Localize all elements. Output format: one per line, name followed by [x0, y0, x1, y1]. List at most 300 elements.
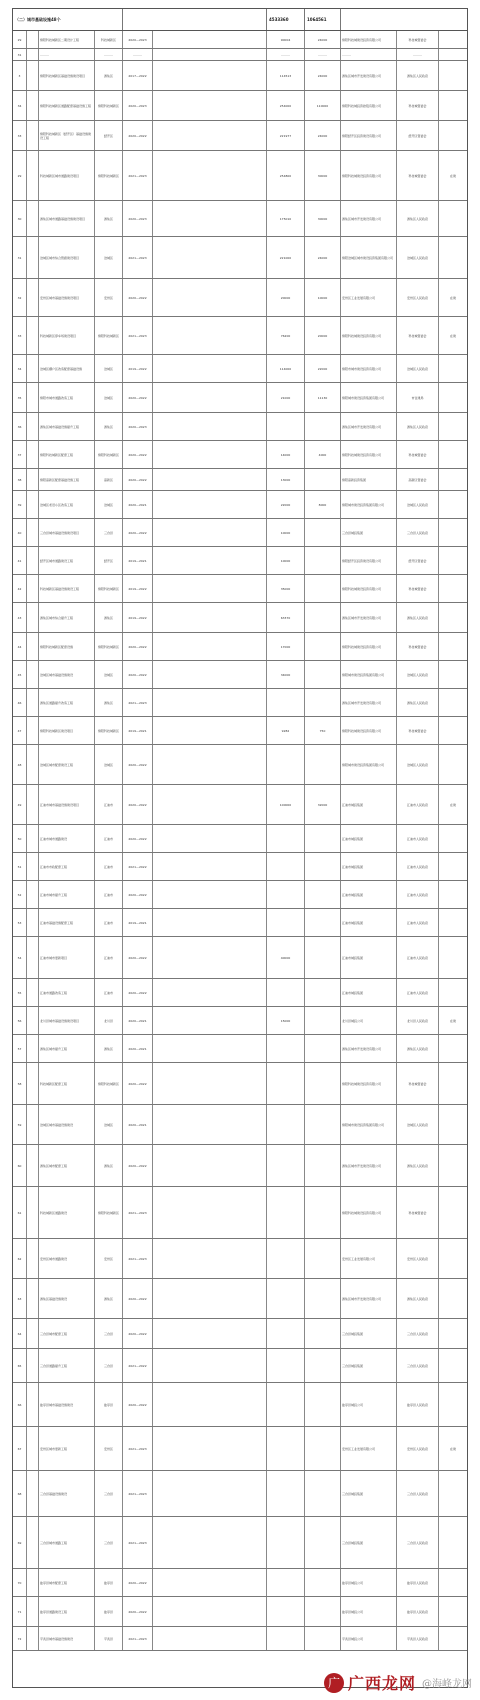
- cell-plan: [305, 1105, 341, 1144]
- cell-name: 江油市市政配套工程: [39, 853, 95, 880]
- cell-name: 绵阳科技城新区道路配套基础设施工程: [39, 91, 95, 120]
- cell-plan: [305, 1427, 341, 1470]
- cell-dept: ………: [397, 49, 439, 60]
- cell-loc: 江油市: [95, 979, 123, 1006]
- cell-name: 三台县道路提升工程: [39, 1349, 95, 1382]
- cell-dept: 盐亭县人民政府: [397, 1383, 439, 1426]
- cell-blank: [27, 633, 39, 660]
- cell-name: 绵阳科技城新区（经开区）基础设施建设工程: [39, 121, 95, 150]
- cell-blank: [27, 689, 39, 716]
- cell-owner: 游仙区城市开发建设有限公司: [341, 689, 397, 716]
- cell-blank: [27, 1007, 39, 1034]
- cell-invest: 9282: [267, 717, 305, 744]
- table-row: [13, 1517, 467, 1569]
- cell-owner: 江油市城投集团: [341, 979, 397, 1006]
- cell-blank: [27, 603, 39, 632]
- cell-invest: [267, 1569, 305, 1596]
- cell-invest: 10000: [267, 519, 305, 546]
- cell-blank: [27, 575, 39, 602]
- cell-plan: [305, 575, 341, 602]
- cell-no: 66: [13, 1383, 27, 1426]
- cell-plan: 24000: [305, 121, 341, 150]
- cell-status: [439, 61, 467, 90]
- cell-content: [153, 279, 267, 316]
- cell-status: 在建: [449, 295, 456, 300]
- cell-period: 2020—2022: [123, 1569, 153, 1596]
- cell-dept: 涪城区人民政府: [397, 661, 439, 688]
- cell-dept: 江油市人民政府: [397, 785, 439, 824]
- cell-owner: 绵阳科技城建设投资有限公司: [341, 317, 397, 354]
- cell-period: 2021—2022: [123, 853, 153, 880]
- cell-period: 2021—2022: [123, 1349, 153, 1382]
- cell-blank: [27, 547, 39, 574]
- cell-dept: 经开区管委会: [397, 121, 439, 150]
- table-row: [13, 633, 467, 661]
- cell-no: 59: [13, 1105, 27, 1144]
- cell-name: 科技城新区基础设施建设工程: [39, 575, 95, 602]
- table-row: [13, 279, 467, 317]
- cell-no: 58: [13, 1063, 27, 1104]
- cell-status: [439, 121, 467, 150]
- cell-loc: 江油市: [95, 785, 123, 824]
- total-investment: 4533360: [267, 9, 305, 30]
- cell-dept: 游仙区人民政府: [397, 1279, 439, 1318]
- cell-no: 53: [13, 909, 27, 936]
- cell-plan: 24000: [305, 61, 341, 90]
- cell-name: 绵阳科技城新区配套工程: [39, 441, 95, 468]
- cell-dept: 科技城管委会: [397, 575, 439, 602]
- cell-name: 经开区城市道路建设工程: [39, 547, 95, 574]
- cell-plan: 4000: [305, 441, 341, 468]
- cell-content: [153, 1471, 267, 1516]
- cell-owner: 游仙区城市开发建设有限公司: [341, 201, 397, 236]
- cell-content: [153, 547, 267, 574]
- cell-period: 2020—2022: [123, 441, 153, 468]
- cell-period: 2021—2023: [123, 689, 153, 716]
- table-row: [13, 237, 467, 279]
- cell-name: 盐亭县城市配套工程: [39, 1569, 95, 1596]
- cell-name: 游仙区城市配套工程: [39, 1145, 95, 1186]
- cell-no: 29: [13, 31, 27, 48]
- table-row: [13, 1319, 467, 1349]
- cell-status: [439, 519, 467, 546]
- table-row: [13, 745, 467, 785]
- cell-status: [439, 1471, 467, 1516]
- cell-period: 2020—2022: [123, 1279, 153, 1318]
- cell-no: 40: [13, 519, 27, 546]
- cell-owner: 游仙区城市开发建设有限公司: [341, 61, 397, 90]
- cell-owner: 绵阳科技城建设投资有限公司: [341, 1063, 397, 1104]
- cell-name: 涪城区城市基础设施建设: [39, 1105, 95, 1144]
- cell-blank: [27, 441, 39, 468]
- cell-owner: 绵阳科技城建设投资有限公司: [341, 717, 397, 744]
- cell-no: 69: [13, 1517, 27, 1568]
- table-row: [13, 31, 467, 49]
- cell-owner: 江油市城投集团: [341, 785, 397, 824]
- cell-no: 54: [13, 937, 27, 978]
- cell-period: 2020—2022: [123, 1063, 153, 1104]
- cell-invest: [267, 689, 305, 716]
- cell-invest: 21000: [267, 383, 305, 412]
- cell-no: 37: [13, 441, 27, 468]
- cell-blank: [27, 979, 39, 1006]
- cell-invest: 40000: [267, 937, 305, 978]
- cell-blank: [27, 49, 39, 60]
- cell-name: 绵阳科技城新区二期设计工程: [39, 31, 95, 48]
- cell-loc: 安州区: [95, 1427, 123, 1470]
- cell-no: 39: [13, 491, 27, 518]
- cell-plan: [305, 1239, 341, 1278]
- cell-dept: 高新区管委会: [397, 469, 439, 490]
- cell-dept: 三台县人民政府: [397, 519, 439, 546]
- cell-period: 2019—2021: [123, 909, 153, 936]
- cell-blank: [27, 201, 39, 236]
- cell-loc: 游仙区: [95, 61, 123, 90]
- cell-owner: 绵阳城市建设投资集团有限公司: [341, 383, 397, 412]
- table-row: [13, 937, 467, 979]
- cell-loc: 游仙区: [95, 413, 123, 440]
- cell-no: 65: [13, 1349, 27, 1382]
- cell-no: 32: [13, 279, 27, 316]
- cell-dept: 江油市人民政府: [397, 825, 439, 852]
- cell-status: [439, 31, 467, 48]
- cell-content: [153, 317, 267, 354]
- cell-plan: [305, 689, 341, 716]
- cell-blank: [27, 1471, 39, 1516]
- cell-blank: [27, 853, 39, 880]
- cell-name: 安州区城市基础设施建设项目: [39, 279, 95, 316]
- cell-dept: 游仙区人民政府: [397, 1035, 439, 1062]
- cell-plan: [305, 1279, 341, 1318]
- cell-period: 2021—2023: [123, 1627, 153, 1650]
- cell-period: 2020—2022: [123, 825, 153, 852]
- cell-plan: 24000: [305, 31, 341, 48]
- cell-blank: [27, 1239, 39, 1278]
- cell-owner: 绵阳经开区投资建设有限公司: [341, 547, 397, 574]
- cell-invest: [267, 881, 305, 908]
- cell-name: 绵阳科技城新区配套设施: [39, 633, 95, 660]
- cell-blank: [27, 61, 39, 90]
- cell-dept: 盐亭县人民政府: [397, 1597, 439, 1626]
- cell-content: [153, 1627, 267, 1650]
- cell-content: [153, 1145, 267, 1186]
- cell-owner: 绵阳城市建设投资集团有限公司: [341, 1105, 397, 1144]
- table-row: [13, 1063, 467, 1105]
- cell-loc: 三台县: [95, 1319, 123, 1348]
- cell-name: 科技城新区道路建设: [39, 1187, 95, 1238]
- cell-content: [153, 1517, 267, 1568]
- cell-invest: 221000: [267, 237, 305, 278]
- cell-invest: [267, 1063, 305, 1104]
- cell-dept: 游仙区人民政府: [397, 603, 439, 632]
- cell-content: [153, 633, 267, 660]
- cell-name: ………: [39, 49, 95, 60]
- cell-period: 2019—2021: [123, 547, 153, 574]
- cell-period: 2021—2023: [123, 151, 153, 200]
- cell-loc: 经开区: [95, 547, 123, 574]
- cell-invest: ………: [267, 49, 305, 60]
- cell-owner: 绵阳科技城建设投资有限公司: [341, 31, 397, 48]
- cell-dept: 科技城管委会: [397, 31, 439, 48]
- cell-no: 72: [13, 1627, 27, 1650]
- cell-plan: 11130: [305, 383, 341, 412]
- cell-owner: 三台县城投集团: [341, 519, 397, 546]
- cell-plan: 22000: [305, 355, 341, 382]
- cell-content: [153, 717, 267, 744]
- cell-blank: [27, 785, 39, 824]
- cell-blank: [27, 1319, 39, 1348]
- cell-content: [153, 575, 267, 602]
- cell-status: [439, 1383, 467, 1426]
- cell-loc: 涪城区: [95, 661, 123, 688]
- cell-status: [439, 661, 467, 688]
- cell-no: 41: [13, 547, 27, 574]
- cell-plan: [305, 1187, 341, 1238]
- cell-status: [439, 383, 467, 412]
- cell-no: 68: [13, 1471, 27, 1516]
- cell-invest: 90004: [267, 31, 305, 48]
- cell-invest: 10000: [267, 547, 305, 574]
- cell-owner: 江油市城投集团: [341, 853, 397, 880]
- cell-owner: 江油市城投集团: [341, 909, 397, 936]
- cell-dept: 安州区人民政府: [397, 279, 439, 316]
- cell-loc: 高新区: [95, 469, 123, 490]
- cell-name: 科技城新区配套工程: [39, 1063, 95, 1104]
- cell-loc: 游仙区: [95, 201, 123, 236]
- cell-plan: [305, 661, 341, 688]
- table-row: [13, 881, 467, 909]
- cell-dept: 三台县人民政府: [397, 1517, 439, 1568]
- cell-name: 北川县城市基础设施建设项目: [39, 1007, 95, 1034]
- cell-content: [153, 785, 267, 824]
- cell-content: [153, 881, 267, 908]
- cell-loc: 江油市: [95, 881, 123, 908]
- cell-loc: 三台县: [95, 1349, 123, 1382]
- cell-invest: [267, 1597, 305, 1626]
- cell-blank: [27, 1517, 39, 1568]
- cell-period: 2020—2022: [123, 1319, 153, 1348]
- project-table: [12, 8, 468, 1688]
- cell-period: 2020—2022: [123, 661, 153, 688]
- cell-period: 2020—2023: [123, 201, 153, 236]
- cell-no: 62: [13, 1239, 27, 1278]
- cell-period: 2020—2022: [123, 469, 153, 490]
- cell-loc: 盐亭县: [95, 1597, 123, 1626]
- cell-blank: [27, 661, 39, 688]
- cell-invest: 63370: [267, 603, 305, 632]
- cell-invest: [267, 1517, 305, 1568]
- cell-period: 2020—2021: [123, 1007, 153, 1034]
- cell-name: 三台县城市配套工程: [39, 1319, 95, 1348]
- cell-invest: [267, 1383, 305, 1426]
- cell-period: 2020—2022: [123, 979, 153, 1006]
- cell-blank: [27, 1105, 39, 1144]
- table-row: [13, 1239, 467, 1279]
- header-blank: [341, 9, 467, 30]
- cell-period: 2021—2023: [123, 1187, 153, 1238]
- cell-period: 2020—2022: [123, 937, 153, 978]
- cell-plan: [305, 1349, 341, 1382]
- cell-content: [153, 355, 267, 382]
- table-row: [13, 689, 467, 717]
- cell-content: [153, 383, 267, 412]
- cell-loc: 三台县: [95, 519, 123, 546]
- cell-loc: 绵阳科技城新区: [95, 91, 123, 120]
- cell-status: [439, 633, 467, 660]
- cell-owner: 绵阳经开区投资建设有限公司: [341, 121, 397, 150]
- cell-blank: [27, 91, 39, 120]
- watermark-name: 广西龙网: [347, 1674, 416, 1693]
- cell-no: 49: [13, 785, 27, 824]
- cell-invest: [267, 1145, 305, 1186]
- cell-blank: [27, 1597, 39, 1626]
- cell-owner: 江油市城投集团: [341, 937, 397, 978]
- cell-status: [439, 745, 467, 784]
- cell-plan: 10000: [305, 279, 341, 316]
- cell-no: 30: [13, 201, 27, 236]
- cell-status: [439, 717, 467, 744]
- cell-loc: 北川县: [95, 1007, 123, 1034]
- cell-content: [153, 1427, 267, 1470]
- cell-plan: [305, 853, 341, 880]
- cell-invest: 15000: [267, 1007, 305, 1034]
- cell-status: 在建: [449, 1018, 456, 1023]
- cell-owner: 游仙区城市开发建设有限公司: [341, 1035, 397, 1062]
- cell-loc: 平武县: [95, 1627, 123, 1650]
- cell-loc: 江油市: [95, 853, 123, 880]
- table-row: [13, 519, 467, 547]
- cell-blank: [27, 121, 39, 150]
- cell-content: [153, 413, 267, 440]
- cell-plan: [305, 547, 341, 574]
- cell-status: [439, 355, 467, 382]
- cell-loc: 涪城区: [95, 491, 123, 518]
- cell-dept: 市住建局: [397, 383, 439, 412]
- cell-plan: [305, 633, 341, 660]
- cell-no: 70: [13, 1569, 27, 1596]
- table-row: [13, 383, 467, 413]
- cell-loc: 科技城新区: [95, 31, 123, 48]
- cell-status: [439, 49, 467, 60]
- cell-invest: [267, 413, 305, 440]
- table-row: [13, 91, 467, 121]
- cell-no: 33: [13, 317, 27, 354]
- cell-invest: [267, 853, 305, 880]
- cell-no: 44: [13, 633, 27, 660]
- cell-status: [439, 1187, 467, 1238]
- cell-content: [153, 853, 267, 880]
- cell-blank: [27, 279, 39, 316]
- table-row: [13, 1105, 467, 1145]
- table-row: [13, 491, 467, 519]
- cell-invest: [267, 1471, 305, 1516]
- cell-owner: 绵阳科技城建设投资有限公司: [341, 151, 397, 200]
- cell-blank: [27, 1063, 39, 1104]
- table-row: [13, 1569, 467, 1597]
- cell-plan: 20000: [305, 317, 341, 354]
- table-row: [13, 853, 467, 881]
- table-row: [13, 575, 467, 603]
- cell-dept: 江油市人民政府: [397, 881, 439, 908]
- cell-status: [439, 881, 467, 908]
- table-row: [13, 1383, 467, 1427]
- cell-status: [439, 937, 467, 978]
- cell-status: [439, 1627, 467, 1650]
- cell-owner: 三台县城投集团: [341, 1517, 397, 1568]
- cell-no: 61: [13, 1187, 27, 1238]
- cell-plan: [305, 745, 341, 784]
- cell-plan: ………: [305, 49, 341, 60]
- table-row: [13, 355, 467, 383]
- cell-name: 平武县城市基础设施建设: [39, 1627, 95, 1650]
- cell-dept: 科技城管委会: [397, 317, 439, 354]
- header-spacer: [123, 9, 267, 30]
- cell-content: [153, 603, 267, 632]
- cell-dept: 安州区人民政府: [397, 1239, 439, 1278]
- cell-loc: 绵阳科技城新区: [95, 633, 123, 660]
- cell-dept: 科技城管委会: [397, 1063, 439, 1104]
- cell-content: [153, 745, 267, 784]
- cell-loc: 绵阳科技城新区: [95, 575, 123, 602]
- cell-loc: 江油市: [95, 825, 123, 852]
- cell-content: [153, 689, 267, 716]
- cell-period: 2020—2022: [123, 1597, 153, 1626]
- table-row: [13, 1427, 467, 1471]
- cell-period: 2020—2023: [123, 91, 153, 120]
- cell-invest: [267, 1319, 305, 1348]
- cell-name: 涪城区城市基础设施建设: [39, 661, 95, 688]
- cell-content: [153, 1319, 267, 1348]
- cell-content: [153, 1007, 267, 1034]
- cell-name: 游仙区城市综合提升工程: [39, 603, 95, 632]
- cell-loc: 三台县: [95, 1517, 123, 1568]
- cell-status: [439, 1279, 467, 1318]
- cell-blank: [27, 1569, 39, 1596]
- table-row: [13, 1471, 467, 1517]
- cell-plan: 24000: [305, 237, 341, 278]
- cell-name: 盐亭县城市基础设施建设: [39, 1383, 95, 1426]
- cell-dept: 江油市人民政府: [397, 979, 439, 1006]
- cell-owner: 三台县城投集团: [341, 1471, 397, 1516]
- table-row: [13, 1627, 467, 1651]
- cell-no: 45: [13, 661, 27, 688]
- cell-content: [153, 1279, 267, 1318]
- cell-status: [439, 979, 467, 1006]
- cell-name: 三台县城市道路工程: [39, 1517, 95, 1568]
- cell-owner: 绵阳科技城建设投资有限公司: [341, 1187, 397, 1238]
- cell-no: 47: [13, 717, 27, 744]
- cell-invest: 34000: [267, 661, 305, 688]
- cell-plan: 32000: [305, 785, 341, 824]
- cell-content: [153, 91, 267, 120]
- cell-invest: 14000: [267, 441, 305, 468]
- cell-loc: 游仙区: [95, 689, 123, 716]
- cell-plan: 110000: [305, 91, 341, 120]
- cell-period: 2017—2022: [123, 61, 153, 90]
- cell-name: 科技城新区城市道路建设项目: [39, 151, 95, 200]
- cell-plan: [305, 519, 341, 546]
- cell-plan: [305, 1383, 341, 1426]
- cell-owner: 绵阳科技城建设投资有限公司: [341, 441, 397, 468]
- cell-status: [439, 1145, 467, 1186]
- cell-owner: 盐亭县城投公司: [341, 1383, 397, 1426]
- cell-owner: 安州区工业发展有限公司: [341, 1239, 397, 1278]
- cell-loc: 绵阳科技城新区: [95, 441, 123, 468]
- cell-invest: 35000: [267, 575, 305, 602]
- cell-blank: [27, 383, 39, 412]
- cell-loc: 经开区: [95, 121, 123, 150]
- cell-period: ………: [123, 49, 153, 60]
